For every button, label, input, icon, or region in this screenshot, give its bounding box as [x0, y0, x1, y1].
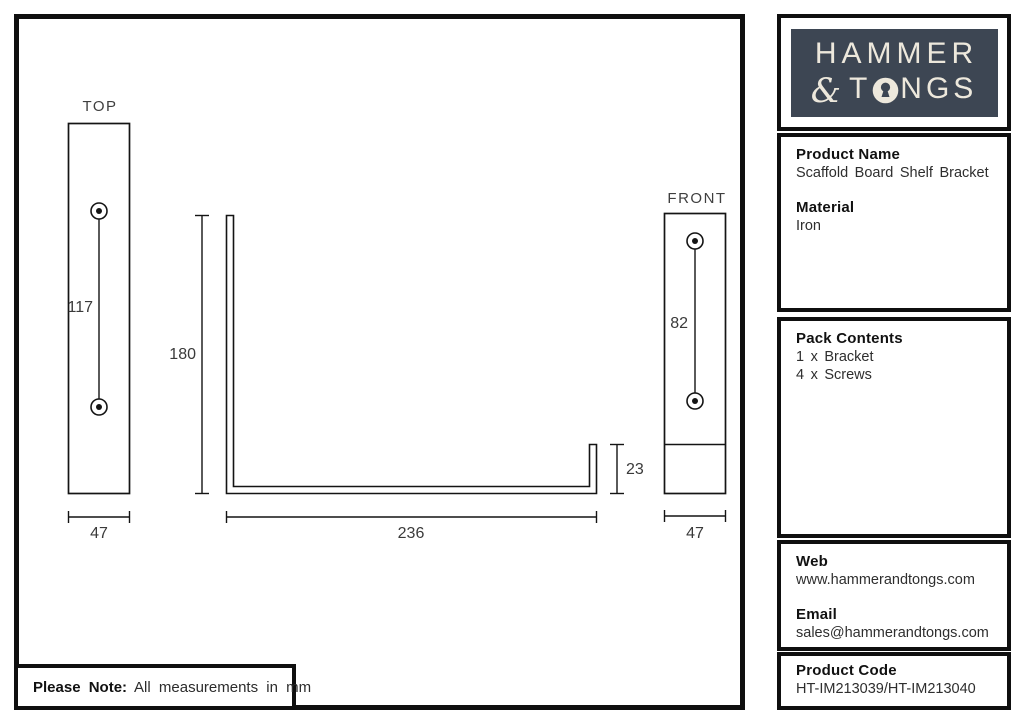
screw-hole-icon — [91, 399, 107, 415]
width-dimension — [665, 510, 726, 522]
screw-hole-icon — [687, 233, 703, 249]
bracket-profile-outline — [227, 216, 597, 494]
lip-dimension — [610, 445, 624, 494]
width-dimension — [69, 511, 130, 523]
dim-label-height: 180 — [169, 346, 196, 363]
dim-label-top-width: 47 — [90, 525, 108, 542]
email-value: sales@hammerandtongs.com — [796, 625, 989, 641]
screw-hole-icon — [91, 203, 107, 219]
dim-label-length: 236 — [397, 525, 425, 542]
note-prefix: Please Note: — [33, 678, 128, 696]
contact-panel — [777, 540, 1011, 651]
dim-label-front-width: 47 — [686, 525, 704, 542]
logo-word-hammer: HAMMER — [814, 37, 979, 70]
product-code-panel — [777, 652, 1011, 710]
front-view — [665, 190, 727, 542]
keyhole-icon — [872, 77, 899, 104]
product-code-value: HT-IM213039/HT-IM213040 — [796, 681, 976, 697]
pack-item: 1 x Bracket — [796, 349, 874, 365]
dim-label-hole-spacing-front: 82 — [670, 315, 688, 332]
product-name-heading: Product Name — [796, 146, 901, 163]
pack-item: 4 x Screws — [796, 367, 872, 383]
ampersand: & — [810, 71, 845, 111]
product-name-value: Scaffold Board Shelf Bracket — [796, 165, 989, 181]
dim-label-hole-spacing-top: 117 — [67, 299, 93, 316]
side-view — [169, 216, 644, 543]
email-heading: Email — [796, 606, 838, 623]
logo-ngs: NGS — [900, 72, 978, 105]
logo-panel — [777, 14, 1011, 131]
dim-label-lip-height: 23 — [626, 461, 644, 478]
top-view — [67, 98, 129, 542]
note-text: All measurements in mm — [134, 678, 312, 696]
material-heading: Material — [796, 199, 855, 216]
logo-t: T — [848, 72, 872, 105]
measurements-note — [14, 664, 312, 710]
length-dimension — [227, 511, 597, 523]
pack-contents-heading: Pack Contents — [796, 330, 903, 347]
material-value: Iron — [796, 218, 821, 234]
pack-contents-panel — [777, 317, 1011, 538]
front-view-label: FRONT — [667, 190, 727, 207]
web-heading: Web — [796, 553, 828, 570]
product-code-heading: Product Code — [796, 662, 897, 679]
product-info-panel — [777, 133, 1011, 312]
hammer-and-tongs-logo — [791, 29, 998, 117]
top-view-label: TOP — [82, 98, 118, 115]
web-value: www.hammerandtongs.com — [796, 572, 975, 588]
screw-hole-icon — [687, 393, 703, 409]
logo-word-tongs — [810, 71, 978, 111]
height-dimension — [195, 216, 209, 494]
